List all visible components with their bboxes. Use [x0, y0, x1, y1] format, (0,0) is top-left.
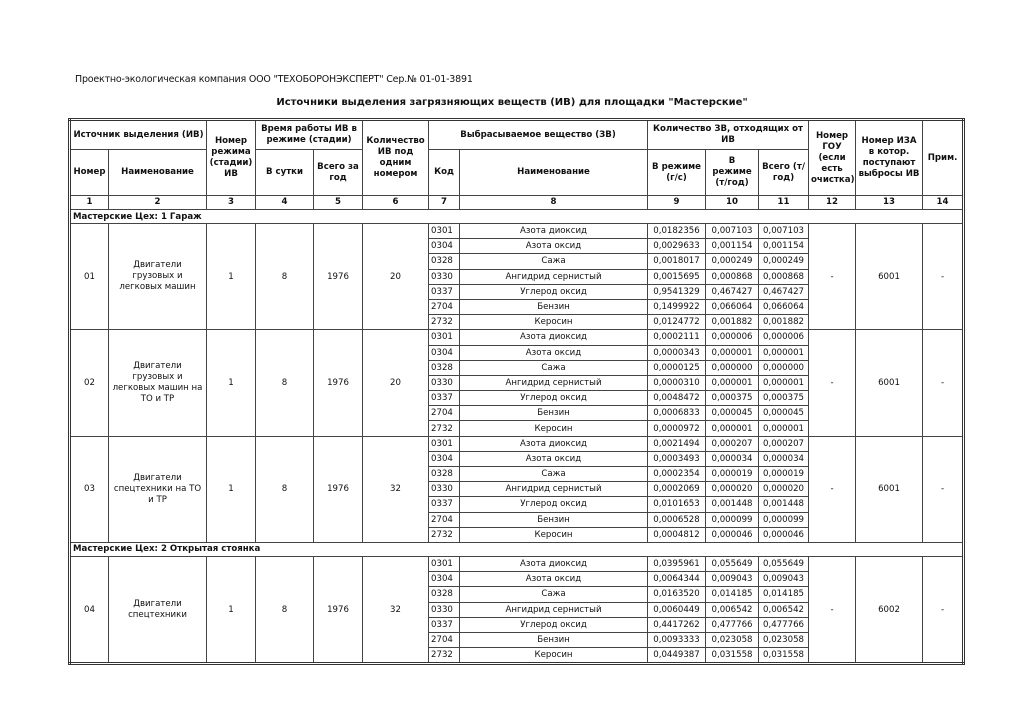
emission-total: 0,000001 [759, 421, 809, 436]
emission-total: 0,000006 [759, 330, 809, 345]
emission-gs: 0,0018017 [648, 254, 706, 269]
emission-ty: 0,000001 [706, 375, 759, 390]
emission-ty: 0,000046 [706, 527, 759, 542]
source-number: 02 [70, 330, 109, 436]
iza-number: 6001 [856, 436, 923, 542]
emission-ty: 0,000034 [706, 451, 759, 466]
emission-ty: 0,006542 [706, 602, 759, 617]
hours-per-year: 1976 [314, 330, 363, 436]
emission-gs: 0,0000125 [648, 360, 706, 375]
emission-sources-table [68, 118, 965, 665]
substance-name: Керосин [460, 421, 648, 436]
emission-ty: 0,000868 [706, 269, 759, 284]
emission-ty: 0,001154 [706, 239, 759, 254]
emission-total: 0,001154 [759, 239, 809, 254]
emission-total: 0,031558 [759, 648, 809, 664]
source-name: Двигатели спецтехники на ТО и ТР [109, 436, 207, 542]
source-name: Двигатели грузовых и легковых машин на ТО и ТР [109, 330, 207, 436]
source-name: Двигатели грузовых и легковых машин [109, 224, 207, 330]
header-mode: Номер режима (стадии) ИВ [207, 120, 256, 196]
emission-gs: 0,4417262 [648, 617, 706, 632]
table-row [70, 436, 964, 451]
emission-total: 0,000046 [759, 527, 809, 542]
section-row [70, 542, 964, 556]
emission-gs: 0,1499922 [648, 299, 706, 314]
emission-ty: 0,031558 [706, 648, 759, 664]
note: - [923, 436, 964, 542]
emission-gs: 0,9541329 [648, 284, 706, 299]
column-number: 3 [207, 196, 256, 210]
emission-gs: 0,0002354 [648, 467, 706, 482]
emission-total: 0,000207 [759, 436, 809, 451]
note: - [923, 556, 964, 663]
emission-ty: 0,000001 [706, 421, 759, 436]
emission-total: 0,007103 [759, 224, 809, 239]
emission-total: 0,000249 [759, 254, 809, 269]
emission-total: 0,000020 [759, 482, 809, 497]
table-row [70, 224, 964, 239]
substance-code: 2704 [429, 406, 460, 421]
column-number: 4 [256, 196, 314, 210]
header-substance: Выбрасываемое вещество (ЗВ) [429, 120, 648, 150]
header-ty: В режиме (т/год) [706, 150, 759, 196]
emission-ty: 0,000020 [706, 482, 759, 497]
header-per-day: В сутки [256, 150, 314, 196]
substance-name: Керосин [460, 315, 648, 330]
substance-code: 0301 [429, 330, 460, 345]
substance-name: Азота диоксид [460, 330, 648, 345]
emission-ty: 0,000000 [706, 360, 759, 375]
emission-total: 0,000034 [759, 451, 809, 466]
hours-per-year: 1976 [314, 436, 363, 542]
substance-code: 0304 [429, 451, 460, 466]
substance-name: Ангидрид сернистый [460, 482, 648, 497]
emission-gs: 0,0002111 [648, 330, 706, 345]
header-code: Код [429, 150, 460, 196]
emission-gs: 0,0003493 [648, 451, 706, 466]
header-num: Номер [70, 150, 109, 196]
substance-code: 0304 [429, 345, 460, 360]
column-number: 2 [109, 196, 207, 210]
substance-code: 0328 [429, 587, 460, 602]
substance-name: Азота диоксид [460, 556, 648, 571]
column-number: 10 [706, 196, 759, 210]
emission-ty: 0,477766 [706, 617, 759, 632]
company-line: Проектно-экологическая компания ООО "ТЕХОБОРОНЭКСПЕРТ" Сер.№ 01-01-3891 [75, 74, 473, 85]
substance-name: Углерод оксид [460, 497, 648, 512]
emission-gs: 0,0182356 [648, 224, 706, 239]
substance-code: 2732 [429, 315, 460, 330]
substance-name: Бензин [460, 632, 648, 647]
substance-name: Ангидрид сернистый [460, 375, 648, 390]
emission-ty: 0,001448 [706, 497, 759, 512]
substance-name: Бензин [460, 299, 648, 314]
substance-code: 0328 [429, 467, 460, 482]
mode-number: 1 [207, 556, 256, 663]
emission-gs: 0,0163520 [648, 587, 706, 602]
emission-ty: 0,000019 [706, 467, 759, 482]
table-row [70, 330, 964, 345]
emission-gs: 0,0000343 [648, 345, 706, 360]
substance-name: Бензин [460, 512, 648, 527]
source-count: 20 [363, 224, 429, 330]
source-number: 04 [70, 556, 109, 663]
header-amount: Количество ЗВ, отходящих от ИВ [648, 120, 809, 150]
substance-name: Ангидрид сернистый [460, 602, 648, 617]
source-count: 32 [363, 556, 429, 663]
mode-number: 1 [207, 436, 256, 542]
gou-number: - [809, 436, 856, 542]
substance-name: Азота диоксид [460, 224, 648, 239]
column-number: 14 [923, 196, 964, 210]
emission-gs: 0,0021494 [648, 436, 706, 451]
column-number: 1 [70, 196, 109, 210]
gou-number: - [809, 556, 856, 663]
header-total: Всего (т/год) [759, 150, 809, 196]
emission-ty: 0,009043 [706, 572, 759, 587]
emission-total: 0,009043 [759, 572, 809, 587]
column-number: 9 [648, 196, 706, 210]
source-number: 03 [70, 436, 109, 542]
emission-total: 0,023058 [759, 632, 809, 647]
emission-ty: 0,000375 [706, 391, 759, 406]
emission-ty: 0,000099 [706, 512, 759, 527]
mode-number: 1 [207, 224, 256, 330]
substance-code: 2704 [429, 299, 460, 314]
substance-name: Ангидрид сернистый [460, 269, 648, 284]
source-name: Двигатели спецтехники [109, 556, 207, 663]
emission-ty: 0,023058 [706, 632, 759, 647]
emission-ty: 0,000045 [706, 406, 759, 421]
header-count: Количество ИВ под одним номером [363, 120, 429, 196]
header-sub-name: Наименование [460, 150, 648, 196]
emission-gs: 0,0048472 [648, 391, 706, 406]
emission-gs: 0,0101653 [648, 497, 706, 512]
substance-code: 0328 [429, 360, 460, 375]
emission-total: 0,000001 [759, 375, 809, 390]
emission-gs: 0,0006833 [648, 406, 706, 421]
emission-ty: 0,007103 [706, 224, 759, 239]
section-row [70, 210, 964, 224]
note: - [923, 224, 964, 330]
substance-code: 0337 [429, 391, 460, 406]
substance-name: Сажа [460, 467, 648, 482]
document-title: Источники выделения загрязняющих веществ (ИВ) для площадки "Мастерские" [276, 97, 748, 108]
emission-gs: 0,0002069 [648, 482, 706, 497]
emission-gs: 0,0395961 [648, 556, 706, 571]
emission-ty: 0,001882 [706, 315, 759, 330]
substance-code: 0304 [429, 572, 460, 587]
column-number: 5 [314, 196, 363, 210]
substance-code: 0304 [429, 239, 460, 254]
emission-ty: 0,000006 [706, 330, 759, 345]
substance-name: Керосин [460, 527, 648, 542]
substance-name: Сажа [460, 254, 648, 269]
substance-name: Сажа [460, 360, 648, 375]
header-note: Прим. [923, 120, 964, 196]
emission-gs: 0,0449387 [648, 648, 706, 664]
substance-code: 0330 [429, 269, 460, 284]
emission-gs: 0,0060449 [648, 602, 706, 617]
column-number: 13 [856, 196, 923, 210]
emission-total: 0,055649 [759, 556, 809, 571]
emission-ty: 0,055649 [706, 556, 759, 571]
column-number: 11 [759, 196, 809, 210]
substance-code: 2732 [429, 648, 460, 664]
emission-total: 0,000099 [759, 512, 809, 527]
column-number: 6 [363, 196, 429, 210]
gou-number: - [809, 330, 856, 436]
substance-name: Азота оксид [460, 239, 648, 254]
column-number: 12 [809, 196, 856, 210]
substance-code: 0337 [429, 284, 460, 299]
emission-ty: 0,467427 [706, 284, 759, 299]
emission-total: 0,000375 [759, 391, 809, 406]
substance-code: 0330 [429, 482, 460, 497]
substance-code: 0301 [429, 224, 460, 239]
header-gs: В режиме (г/с) [648, 150, 706, 196]
emission-total: 0,006542 [759, 602, 809, 617]
substance-name: Азота оксид [460, 345, 648, 360]
substance-code: 0337 [429, 497, 460, 512]
section-title: Мастерские Цех: 1 Гараж [70, 210, 964, 224]
table-row [70, 556, 964, 571]
iza-number: 6001 [856, 330, 923, 436]
emission-gs: 0,0064344 [648, 572, 706, 587]
emission-total: 0,066064 [759, 299, 809, 314]
emission-ty: 0,000001 [706, 345, 759, 360]
hours-per-day: 8 [256, 224, 314, 330]
iza-number: 6001 [856, 224, 923, 330]
emission-total: 0,001448 [759, 497, 809, 512]
emission-ty: 0,066064 [706, 299, 759, 314]
source-count: 32 [363, 436, 429, 542]
substance-code: 0301 [429, 436, 460, 451]
hours-per-day: 8 [256, 436, 314, 542]
emission-ty: 0,000249 [706, 254, 759, 269]
header-iza: Номер ИЗА в котор. поступают выбросы ИВ [856, 120, 923, 196]
substance-name: Углерод оксид [460, 391, 648, 406]
emission-ty: 0,000207 [706, 436, 759, 451]
column-number: 7 [429, 196, 460, 210]
emission-gs: 0,0004812 [648, 527, 706, 542]
emission-total: 0,000045 [759, 406, 809, 421]
emission-gs: 0,0006528 [648, 512, 706, 527]
section-title: Мастерские Цех: 2 Открытая стоянка [70, 542, 964, 556]
substance-name: Азота диоксид [460, 436, 648, 451]
header-per-year: Всего за год [314, 150, 363, 196]
emission-gs: 0,0029633 [648, 239, 706, 254]
substance-code: 2732 [429, 421, 460, 436]
substance-code: 0328 [429, 254, 460, 269]
emission-total: 0,000868 [759, 269, 809, 284]
emission-total: 0,467427 [759, 284, 809, 299]
gou-number: - [809, 224, 856, 330]
substance-code: 0337 [429, 617, 460, 632]
substance-code: 0330 [429, 375, 460, 390]
emission-total: 0,000000 [759, 360, 809, 375]
emission-gs: 0,0000972 [648, 421, 706, 436]
hours-per-day: 8 [256, 556, 314, 663]
substance-code: 2732 [429, 527, 460, 542]
substance-code: 2704 [429, 632, 460, 647]
substance-name: Азота оксид [460, 451, 648, 466]
emission-gs: 0,0000310 [648, 375, 706, 390]
header-name: Наименование [109, 150, 207, 196]
substance-code: 2704 [429, 512, 460, 527]
source-count: 20 [363, 330, 429, 436]
header-source: Источник выделения (ИВ) [70, 120, 207, 150]
hours-per-year: 1976 [314, 556, 363, 663]
emission-total: 0,477766 [759, 617, 809, 632]
note: - [923, 330, 964, 436]
emission-total: 0,014185 [759, 587, 809, 602]
source-number: 01 [70, 224, 109, 330]
hours-per-day: 8 [256, 330, 314, 436]
hours-per-year: 1976 [314, 224, 363, 330]
header-time: Время работы ИВ в режиме (стадии) [256, 120, 363, 150]
mode-number: 1 [207, 330, 256, 436]
substance-code: 0330 [429, 602, 460, 617]
emission-total: 0,000019 [759, 467, 809, 482]
column-number: 8 [460, 196, 648, 210]
emission-gs: 0,0015695 [648, 269, 706, 284]
emission-total: 0,000001 [759, 345, 809, 360]
emission-gs: 0,0093333 [648, 632, 706, 647]
substance-name: Углерод оксид [460, 617, 648, 632]
emission-gs: 0,0124772 [648, 315, 706, 330]
column-numbers-row [70, 196, 964, 210]
iza-number: 6002 [856, 556, 923, 663]
substance-name: Керосин [460, 648, 648, 664]
substance-name: Сажа [460, 587, 648, 602]
emission-ty: 0,014185 [706, 587, 759, 602]
substance-name: Азота оксид [460, 572, 648, 587]
substance-name: Бензин [460, 406, 648, 421]
header-gou: Номер ГОУ (если есть очистка) [809, 120, 856, 196]
substance-name: Углерод оксид [460, 284, 648, 299]
substance-code: 0301 [429, 556, 460, 571]
emission-total: 0,001882 [759, 315, 809, 330]
